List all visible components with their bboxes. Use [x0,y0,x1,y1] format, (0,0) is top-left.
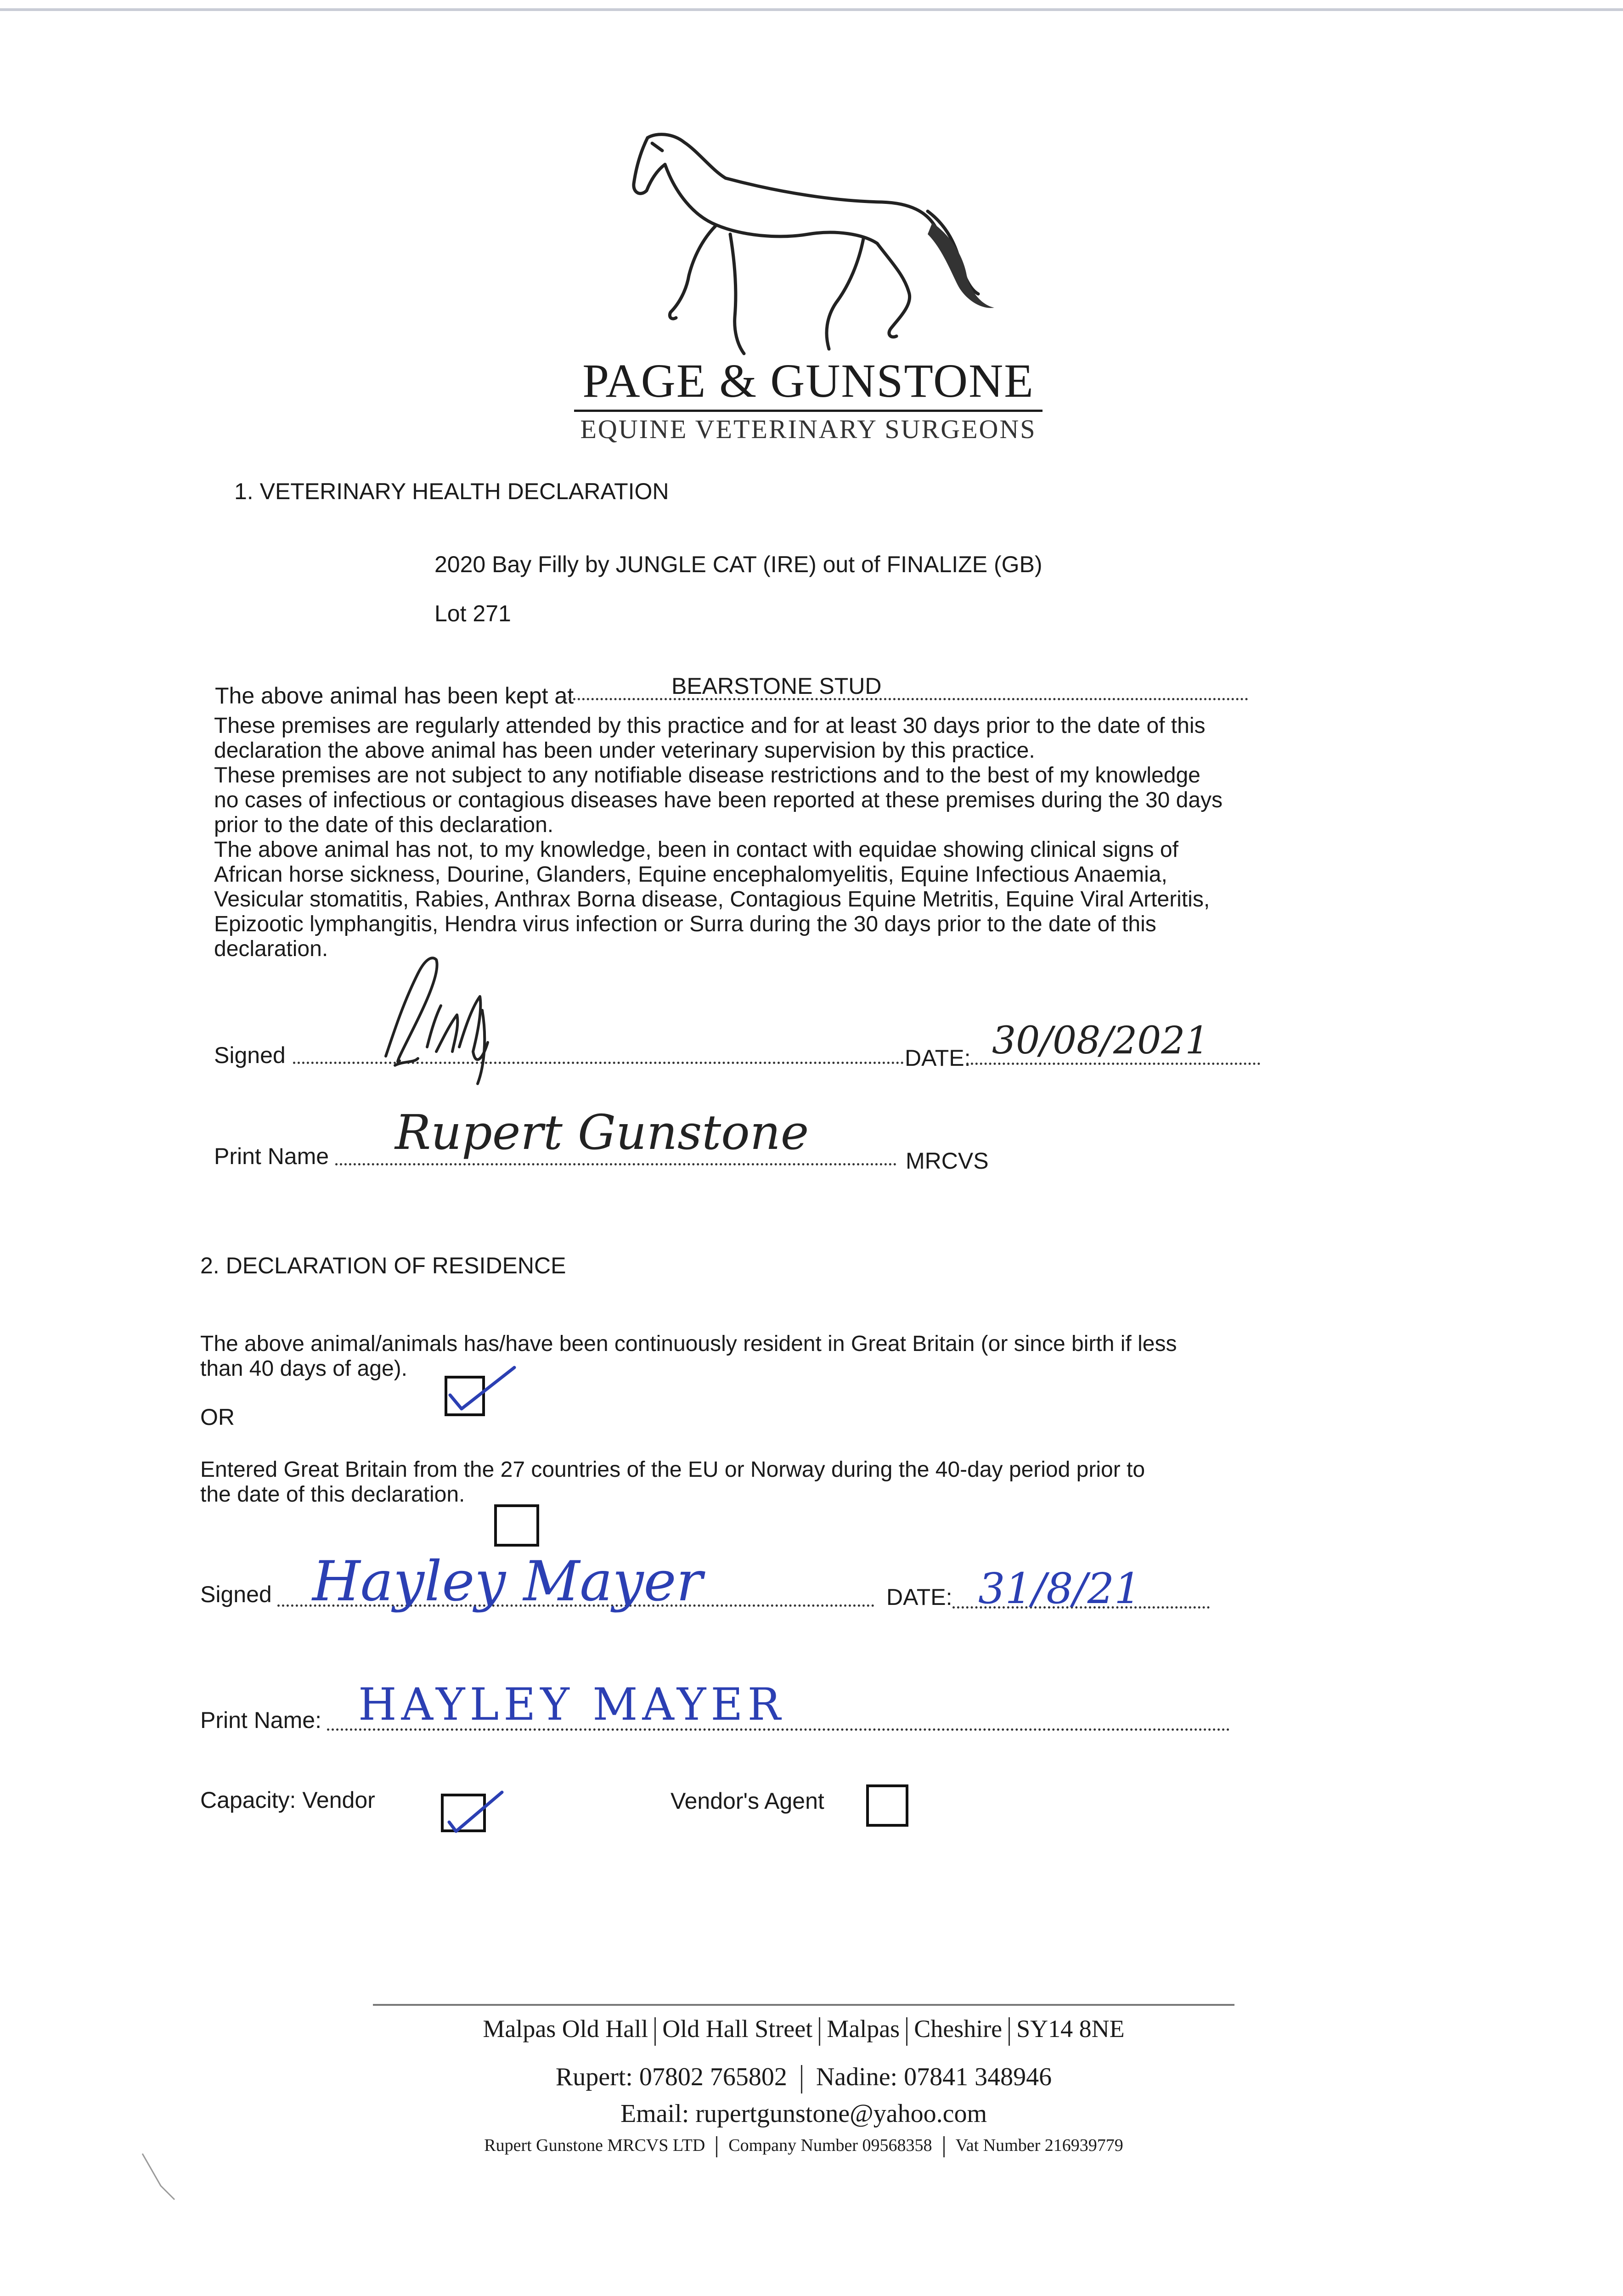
footer-rule [373,2004,1234,2006]
animal-description: 2020 Bay Filly by JUNGLE CAT (IRE) out of FINALIZE (GB) [434,551,1043,577]
footer-separator [654,2017,656,2046]
declaration-line: African horse sickness, Dourine, Glanders, Equine encephalomyelitis, Equine Infectious Anaemia, [214,862,1167,887]
footer-address-part: SY14 8NE [1016,2015,1125,2043]
footer-vat-number: Vat Number 216939779 [955,2136,1123,2155]
footer-separator [716,2136,717,2157]
footer-email: Email: rupertgunstone@yahoo.com [620,2099,987,2128]
option1-check-mark-icon [445,1363,519,1418]
option2-line: Entered Great Britain from the 27 countries of the EU or Norway during the 40-day period prior to [200,1458,1145,1482]
logo [542,124,1075,455]
vet-date-line [966,1063,1260,1065]
vet-print-name-handwritten: Rupert Gunstone [395,1104,809,1160]
declaration-line: The above animal has not, to my knowledge, been in contact with equidae showing clinical signs of [214,838,1178,862]
kept-at-value: BEARSTONE STUD [671,673,882,699]
kept-at-dotted-line [564,698,1248,700]
capacity-vendor-label: Capacity: Vendor [200,1787,375,1813]
vet-signed-label: Signed [214,1042,286,1068]
footer-separator [943,2136,945,2157]
declaration-line: no cases of infectious or contagious diseases have been reported at these premises during the 30 days [214,788,1223,812]
logo-tagline: EQUINE VETERINARY SURGEONS [580,414,1037,444]
logo-wordmark: PAGE & GUNSTONE [582,355,1034,407]
logo-rule [574,410,1043,412]
or-label: OR [200,1404,235,1430]
declaration-line: Epizootic lymphangitis, Hendra virus infection or Surra during the 30 days prior to the date of this [214,912,1156,936]
option1-line: The above animal/animals has/have been continuously resident in Great Britain (or since birth if less [200,1332,1177,1356]
residence-option-2 [200,1458,1145,1507]
scan-mark-icon [133,2149,188,2204]
section2-heading: 2. DECLARATION OF RESIDENCE [200,1253,566,1278]
vet-date-label: DATE: [905,1045,971,1071]
section1-heading: 1. VETERINARY HEALTH DECLARATION [234,478,669,504]
declaration-line: declaration the above animal has been under veterinary supervision by this practice. [214,738,1035,763]
vendors-agent-label: Vendor's Agent [671,1788,824,1814]
footer-address-part: Malpas [827,2015,900,2043]
kept-at-label: The above animal has been kept at [215,683,574,709]
footer-company-number: Company Number 09568358 [728,2136,932,2155]
vet-mrcvs-suffix: MRCVS [906,1148,989,1174]
footer-company [276,2134,1332,2157]
capacity-vendor-check-mark-icon [445,1785,509,1836]
footer-company-name: Rupert Gunstone MRCVS LTD [484,2136,705,2155]
vendor-signature-handwritten: Hayley Mayer [312,1550,703,1614]
footer-address-part: Old Hall Street [662,2015,813,2043]
option1-line: than 40 days of age). [200,1356,407,1381]
footer-separator [1009,2017,1010,2046]
vet-print-name-label: Print Name [214,1143,329,1169]
option2-line: the date of this declaration. [200,1482,465,1507]
option2-checkbox[interactable] [494,1504,539,1547]
declaration-line: prior to the date of this declaration. [214,813,554,837]
scan-edge-line [0,8,1623,11]
footer-phone: Rupert: 07802 765802 [555,2063,787,2091]
lot-number: Lot 271 [434,601,511,626]
vet-date-handwritten: 30/08/2021 [992,1019,1209,1063]
declaration-paragraph [214,714,1223,962]
declaration-line: Vesicular stomatitis, Rabies, Anthrax Borna disease, Contagious Equine Metritis, Equine Viral Arteritis, [214,887,1210,912]
declaration-line: These premises are not subject to any notifiable disease restrictions and to the best of my knowledge [214,763,1200,788]
residence-option-1 [200,1332,1177,1381]
footer-separator [906,2017,907,2046]
vet-print-name-line [335,1163,896,1165]
vendor-print-name-handwritten: HAYLEY MAYER [358,1679,785,1730]
declaration-line: declaration. [214,937,328,961]
horse-logo-icon [542,124,1075,372]
vendor-date-label: DATE: [886,1584,952,1610]
footer-address-part: Cheshire [914,2015,1003,2043]
vendor-signed-label: Signed [200,1581,272,1607]
vendor-print-name-label: Print Name: [200,1707,321,1733]
declaration-line: These premises are regularly attended by this practice and for at least 30 days prior to the date of this [214,714,1206,738]
footer-address [276,2014,1332,2046]
footer-separator [819,2017,820,2046]
footer-phone: Nadine: 07841 348946 [816,2063,1052,2091]
footer-address-part: Malpas Old Hall [483,2015,648,2043]
footer-separator [801,2065,802,2093]
vendor-date-handwritten: 31/8/21 [978,1564,1141,1613]
vendors-agent-checkbox[interactable] [866,1784,908,1827]
footer-phones [276,2062,1332,2093]
vet-signature-icon [367,946,560,1093]
